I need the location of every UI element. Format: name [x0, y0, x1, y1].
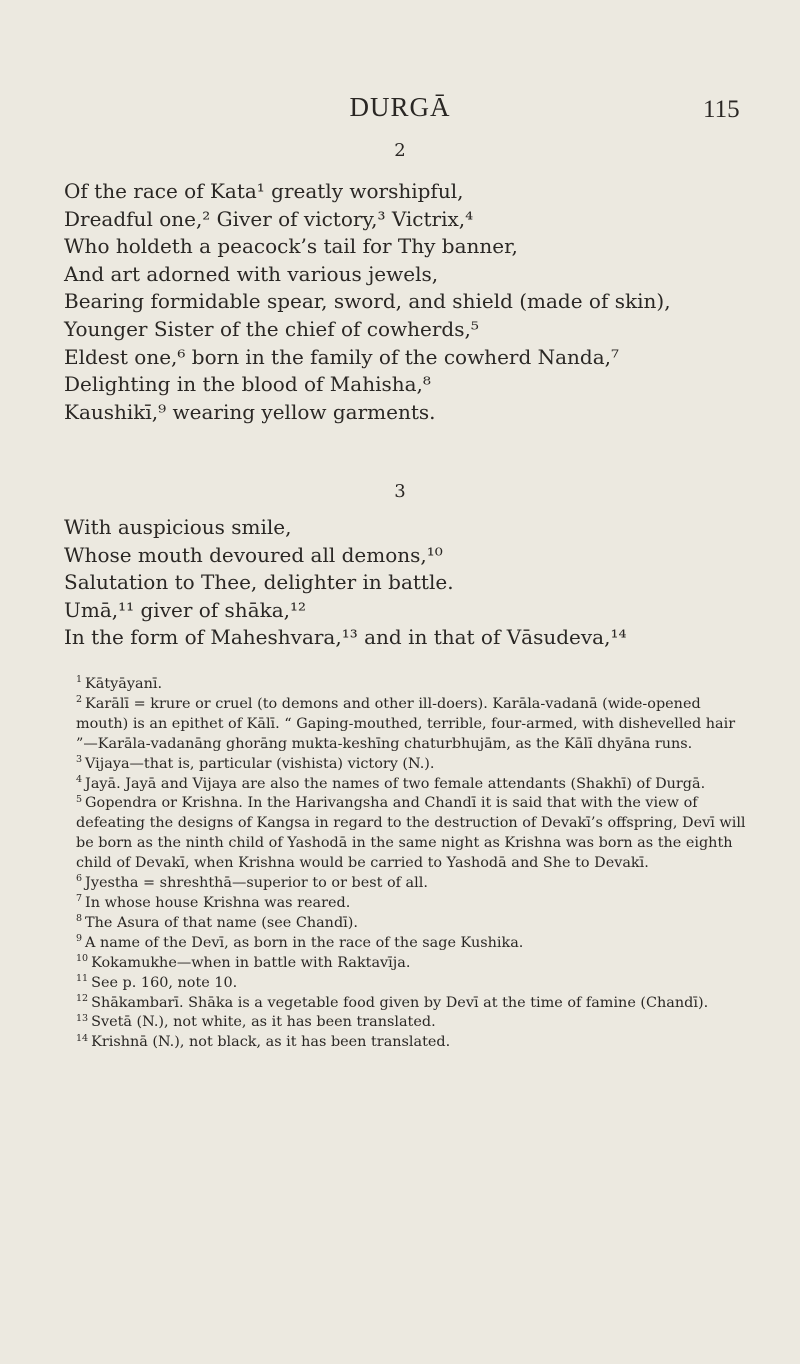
stanza-number: 3: [394, 481, 406, 502]
footnote-text: Jayā. Jayā and Vijaya are also the names of two female attendants (Shakhī) of Durgā.: [85, 775, 706, 792]
verse-line: Who holdeth a peacock’s tail for Thy banner,: [64, 234, 518, 259]
footnote: [64, 675, 754, 695]
footnote-text: Gopendra or Krishna. In the Harivangsha and Chandī it is said that with the view of defeating the designs of Kangsa in regard to the destruction of Devakī’s offspring, Devī will be born as the ninth child of Yashodā in the same night as Krishna was born as the eighth child of Devakī, when Krishna would be carried to Yashodā and She to Devakī.: [76, 795, 746, 872]
footnote: [64, 1013, 754, 1033]
footnote: [64, 994, 754, 1014]
verse-line: Eldest one,⁶ born in the family of the cowherd Nanda,⁷: [64, 344, 620, 369]
verse-line: With auspicious smile,: [64, 515, 292, 539]
footnote-number: 12: [76, 992, 89, 1004]
verse-line: Salutation to Thee, delighter in battle.: [64, 570, 454, 595]
verse-line: Umā,¹¹ giver of shāka,¹²: [64, 597, 307, 622]
footnote-number: 1: [76, 674, 83, 686]
footnote-text: Krishnā (N.), not black, as it has been translated.: [91, 1034, 451, 1051]
footnote: [64, 755, 754, 775]
footnote: [64, 794, 754, 874]
stanza-number: 2: [394, 140, 406, 161]
footnotes: [64, 675, 754, 1053]
running-head: DURGĀ: [349, 92, 451, 122]
footnote: [64, 1033, 754, 1053]
footnote-number: 4: [76, 773, 83, 785]
footnote-text: Kātyāyanī.: [85, 676, 163, 692]
footnote: [64, 894, 754, 914]
page-number: 115: [703, 96, 740, 123]
verse-line: Whose mouth devoured all demons,¹⁰: [64, 542, 443, 567]
footnote: [64, 934, 754, 954]
verse-stanza: [64, 178, 754, 426]
verse-line: And art adorned with various jewels,: [64, 261, 439, 286]
footnote: [64, 874, 754, 894]
verse-line: Of the race of Kata¹ greatly worshipful,: [64, 179, 464, 203]
footnote-text: The Asura of that name (see Chandī).: [85, 914, 358, 931]
verse-line: Bearing formidable spear, sword, and shield (made of skin),: [64, 289, 671, 314]
footnote: [64, 914, 754, 934]
footnote-text: See p. 160, note 10.: [91, 974, 238, 991]
footnote-number: 3: [76, 753, 83, 765]
verse-stanza: [64, 514, 754, 652]
verse-line: Dreadful one,² Giver of victory,³ Victrix,⁴: [64, 206, 474, 231]
footnote-text: Shākambarī. Shāka is a vegetable food given by Devī at the time of famine (Chandī).: [91, 994, 709, 1011]
footnote: [64, 974, 754, 994]
footnote-number: 5: [76, 793, 83, 805]
footnote-number: 8: [76, 913, 83, 925]
footnote-number: 9: [76, 932, 83, 944]
verse-line: In the form of Maheshvara,¹³ and in that of Vāsudeva,¹⁴: [64, 625, 627, 650]
footnote-text: Vijaya—that is, particular (vishista) victory (N.).: [85, 755, 435, 772]
footnote-number: 7: [76, 893, 83, 905]
verse-line: Delighting in the blood of Mahisha,⁸: [64, 372, 431, 397]
footnote-text: In whose house Krishna was reared.: [85, 894, 351, 911]
footnote-number: 10: [76, 952, 89, 964]
footnote-text: Kokamukhe—when in battle with Raktavīja.: [91, 954, 411, 971]
footnote: [64, 954, 754, 974]
footnote-text: Svetā (N.), not white, as it has been translated.: [91, 1014, 436, 1031]
footnote-number: 6: [76, 873, 83, 885]
verse-line: Younger Sister of the chief of cowherds,⁵: [64, 316, 479, 341]
footnote: [64, 695, 754, 755]
footnote-number: 11: [76, 972, 89, 984]
footnote-text: Karālī = krure or cruel (to demons and other ill-doers). Karāla-vadanā (wide-opened mouth) is an epithet of Kālī. “ Gaping-mouthed, terrible, four-armed, with dishevelled hair ”—Karāla-vadanāng ghorāng mukta-keshīng chaturbhujām, as the Kālī dhyāna runs.: [76, 695, 736, 752]
footnote-number: 2: [76, 694, 83, 706]
footnote: [64, 775, 754, 795]
footnote-number: 13: [76, 1012, 89, 1024]
footnote-number: 14: [76, 1032, 89, 1044]
page-header: [0, 92, 800, 132]
footnote-text: Jyestha = shreshthā—superior to or best of all.: [85, 875, 428, 892]
footnote-text: A name of the Devī, as born in the race of the sage Kushika.: [85, 934, 524, 951]
verse-line: Kaushikī,⁹ wearing yellow garments.: [64, 399, 436, 424]
